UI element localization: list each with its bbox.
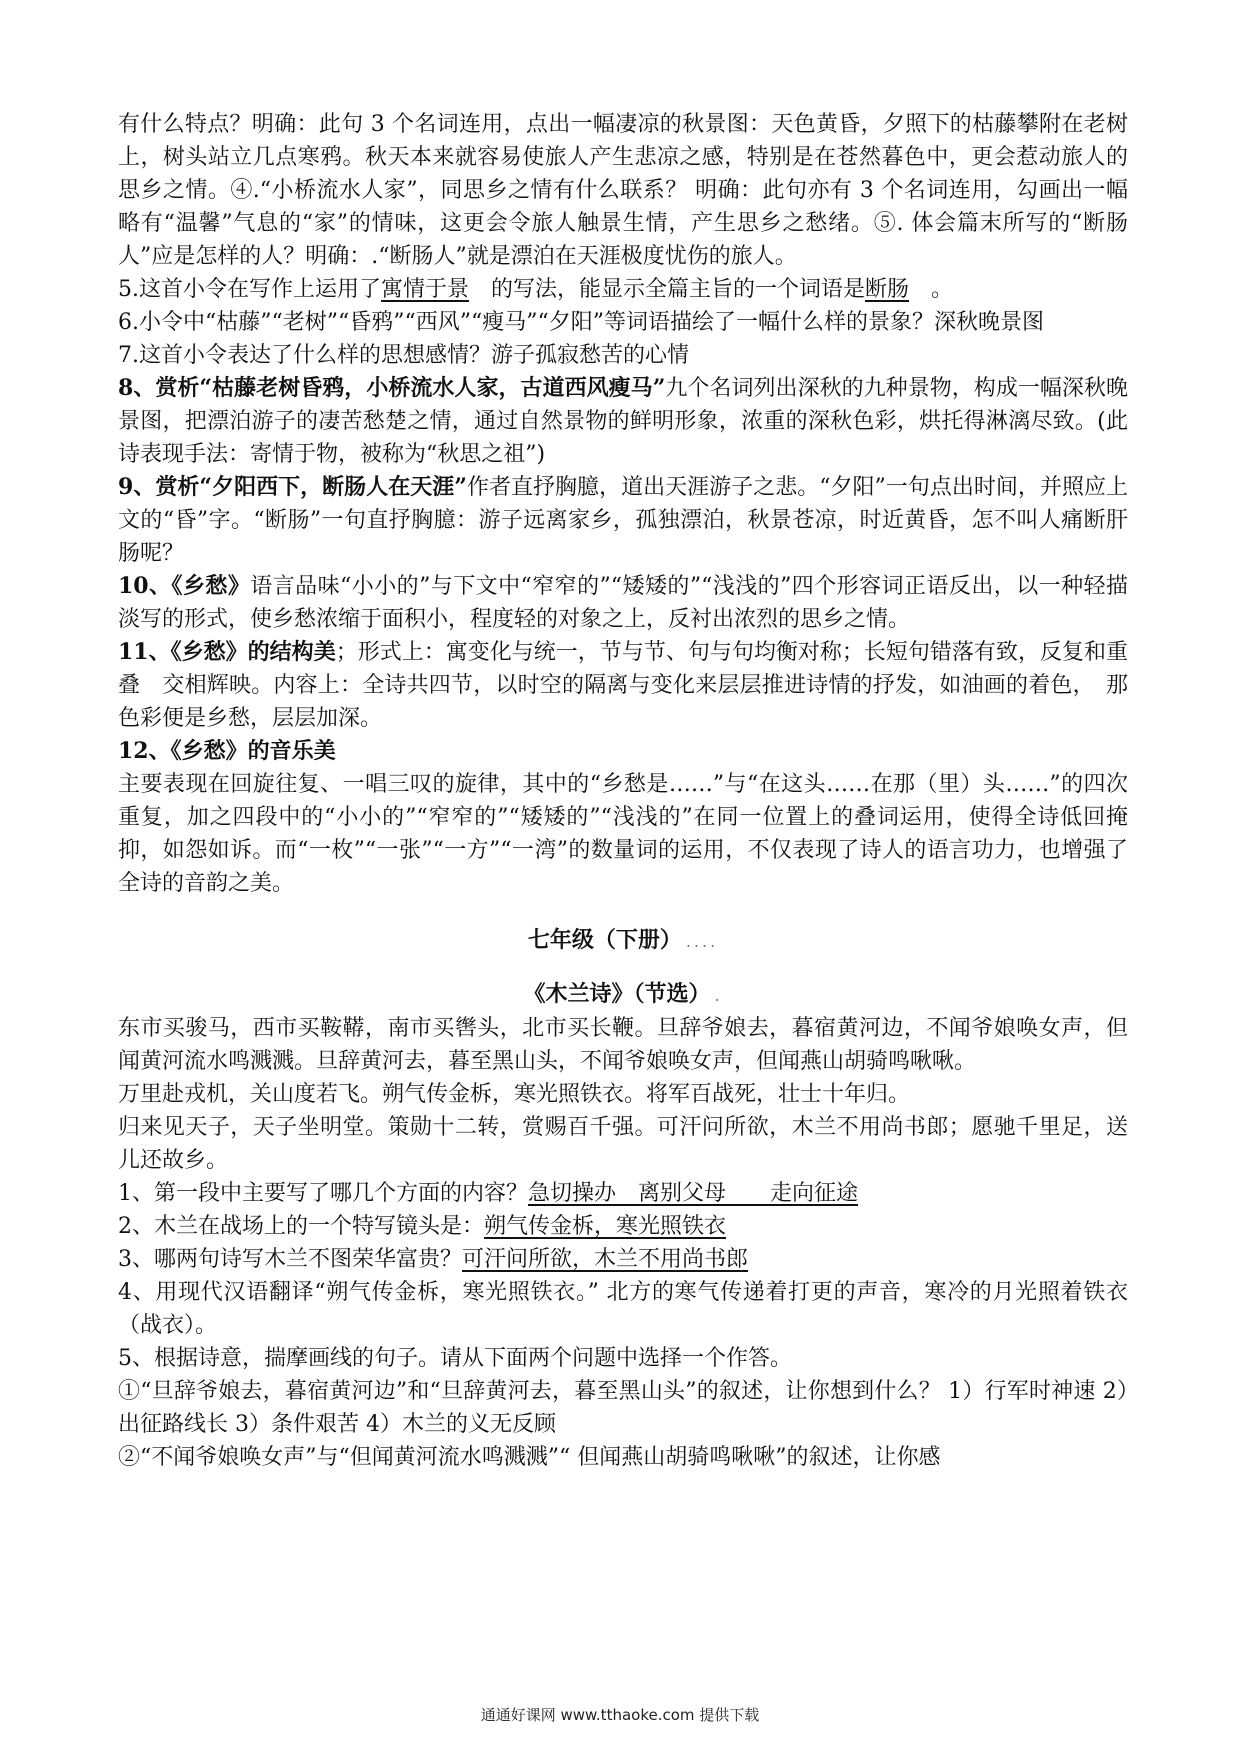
mulan-question-5-option-1: ①“旦辞爷娘去，暮宿黄河边”和“旦辞黄河去，暮至黑山头”的叙述，让你想到什么？ 1）行军时神速 2）出征路线长 3）条件艰苦 4）木兰的义无反顾 — [118, 1379, 1128, 1437]
mulan-question-3-prefix: 3、哪两句诗写木兰不图荣华富贵？ — [118, 1247, 462, 1272]
question-9-heading: 9、赏析“夕阳西下，断肠人在天涯” — [118, 474, 467, 500]
mulan-question-3-answer: 可汗问所欲，木兰不用尚书郎 — [462, 1247, 749, 1272]
question-12-heading: 12、《乡愁》的音乐美 — [118, 738, 336, 764]
question-5-answer-2: 断肠 — [865, 277, 910, 302]
poem-stanza-2: 万里赴戎机，关山度若飞。朔气传金柝，寒光照铁衣。将军百战死，壮士十年归。 — [118, 1082, 911, 1107]
question-5-answer-1: 寓情于景 — [381, 277, 470, 302]
mulan-question-5: 5、根据诗意，揣摩画线的句子。请从下面两个问题中选择一个作答。 — [118, 1346, 792, 1371]
section-title-dots: .... — [685, 932, 719, 951]
question-11-heading: 11、《乡愁》的结构美 — [118, 639, 336, 665]
question-12-text: 主要表现在回旋往复、一唱三叹的旋律，其中的“乡愁是……”与“在这头……在那（里）头……”的四次重复，加之四段中的“小小的”“窄窄的”“矮矮的”“浅浅的”在同一位置上的叠词运用，使得全诗低回掩抑，如怨如诉。而“一枚”“一张”“一方”“一湾”的数量词的运用，不仅表现了诗人的语言功力，也增强了全诗的音韵之美。 — [118, 772, 1128, 896]
question-9 — [118, 471, 1128, 570]
question-8 — [118, 372, 1128, 471]
poem-title-text: 《木兰诗》（节选） — [523, 981, 711, 1007]
mulan-question-1 — [118, 1177, 1128, 1210]
mulan-question-1-answer: 急切操办 离别父母 走向征途 — [528, 1181, 859, 1206]
question-8-heading: 8、赏析“枯藤老树昏鸦，小桥流水人家，古道西风瘦马” — [118, 375, 666, 401]
mulan-question-2-prefix: 2、木兰在战场上的一个特写镜头是： — [118, 1214, 484, 1239]
question-10 — [118, 570, 1128, 636]
mulan-question-4: 4、用现代汉语翻译“朔气传金柝，寒光照铁衣。” 北方的寒气传递着打更的声音，寒冷的月光照着铁衣（战衣）。 — [118, 1280, 1128, 1338]
question-11 — [118, 636, 1128, 735]
mulan-question-5-option-2: ②“不闻爷娘唤女声”与“但闻黄河流水鸣溅溅”“ 但闻燕山胡骑鸣啾啾”的叙述，让你感 — [118, 1445, 941, 1470]
poem-title-mark: . — [714, 986, 723, 1005]
question-10-heading: 10、《乡愁》 — [118, 573, 251, 599]
question-11-text: ；形式上：寓变化与统一，节与节、句与句均衡对称；长短句错落有致，反复和重叠 交相辉映。内容上：全诗共四节，以时空的隔离与变化来层层推进诗情的抒发，如油画的着色， 那色彩便是乡愁，层层加深。 — [118, 640, 1128, 731]
question-7: 7.这首小令表达了什么样的思想感情？游子孤寂愁苦的心情 — [118, 343, 689, 368]
question-5-prefix: 5.这首小令在写作上运用了 — [118, 277, 381, 302]
section-title — [118, 924, 1128, 958]
intro-paragraph: 有什么特点？明确：此句 3 个名词连用，点出一幅凄凉的秋景图：天色黄昏，夕照下的枯藤攀附在老树上，树头站立几点寒鸦。秋天本来就容易使旅人产生悲凉之感，特别是在苍然暮色中，更会惹动旅人的思乡之情。④.“小桥流水人家”，同思乡之情有什么联系？ 明确：此句亦有 3 个名词连用，勾画出一幅略有“温馨”气息的“家”的情味，这更会令旅人触景生情，产生思乡之愁绪。⑤. 体会篇末所写的“断肠人”应是怎样的人？明确：.“断肠人”就是漂泊在天涯极度忧伤的旅人。 — [118, 112, 1128, 269]
poem-title — [118, 978, 1128, 1012]
mulan-question-3 — [118, 1243, 1128, 1276]
question-8-text: 九个名词列出深秋的九种景物，构成一幅深秋晚景图，把漂泊游子的凄苦愁楚之情，通过自然景物的鲜明形象，浓重的深秋色彩，烘托得淋漓尽致。(此诗表现手法：寄情于物，被称为“秋思之祖”) — [118, 376, 1128, 467]
poem-stanza-3: 归来见天子，天子坐明堂。策勋十二转，赏赐百千强。可汗问所欲，木兰不用尚书郎；愿驰千里足，送儿还故乡。 — [118, 1115, 1128, 1173]
question-5-middle: 的写法，能显示全篇主旨的一个词语是 — [469, 277, 866, 302]
document-page — [118, 108, 1128, 1474]
mulan-question-2-answer: 朔气传金柝，寒光照铁衣 — [484, 1214, 727, 1239]
page-footer: 通通好课网 www.tthaoke.com 提供下载 — [480, 1706, 760, 1724]
question-5-suffix: 。 — [909, 277, 954, 302]
question-9-text: 作者直抒胸臆，道出天涯游子之悲。“夕阳”一句点出时间，并照应上文的“昏”字。“断肠”一句直抒胸臆：游子远离家乡，孤独漂泊，秋景苍凉，时近黄昏，怎不叫人痛断肝肠呢？ — [118, 475, 1128, 566]
question-6: 6.小令中“枯藤”“老树”“昏鸦”“西风”“瘦马”“夕阳”等词语描绘了一幅什么样的景象？深秋晚景图 — [118, 310, 1044, 335]
question-10-text: 语言品味“小小的”与下文中“窄窄的”“矮矮的”“浅浅的”四个形容词正语反出，以一种轻描淡写的形式，使乡愁浓缩于面积小，程度轻的对象之上，反衬出浓烈的思乡之情。 — [118, 574, 1128, 632]
mulan-question-1-prefix: 1、第一段中主要写了哪几个方面的内容？ — [118, 1181, 528, 1206]
question-5 — [118, 273, 1128, 306]
poem-stanza-1: 东市买骏马，西市买鞍鞯，南市买辔头，北市买长鞭。旦辞爷娘去，暮宿黄河边，不闻爷娘唤女声，但闻黄河流水鸣溅溅。旦辞黄河去，暮至黑山头，不闻爷娘唤女声，但闻燕山胡骑鸣啾啾。 — [118, 1016, 1128, 1074]
mulan-question-2 — [118, 1210, 1128, 1243]
section-title-text: 七年级（下册） — [527, 927, 682, 953]
